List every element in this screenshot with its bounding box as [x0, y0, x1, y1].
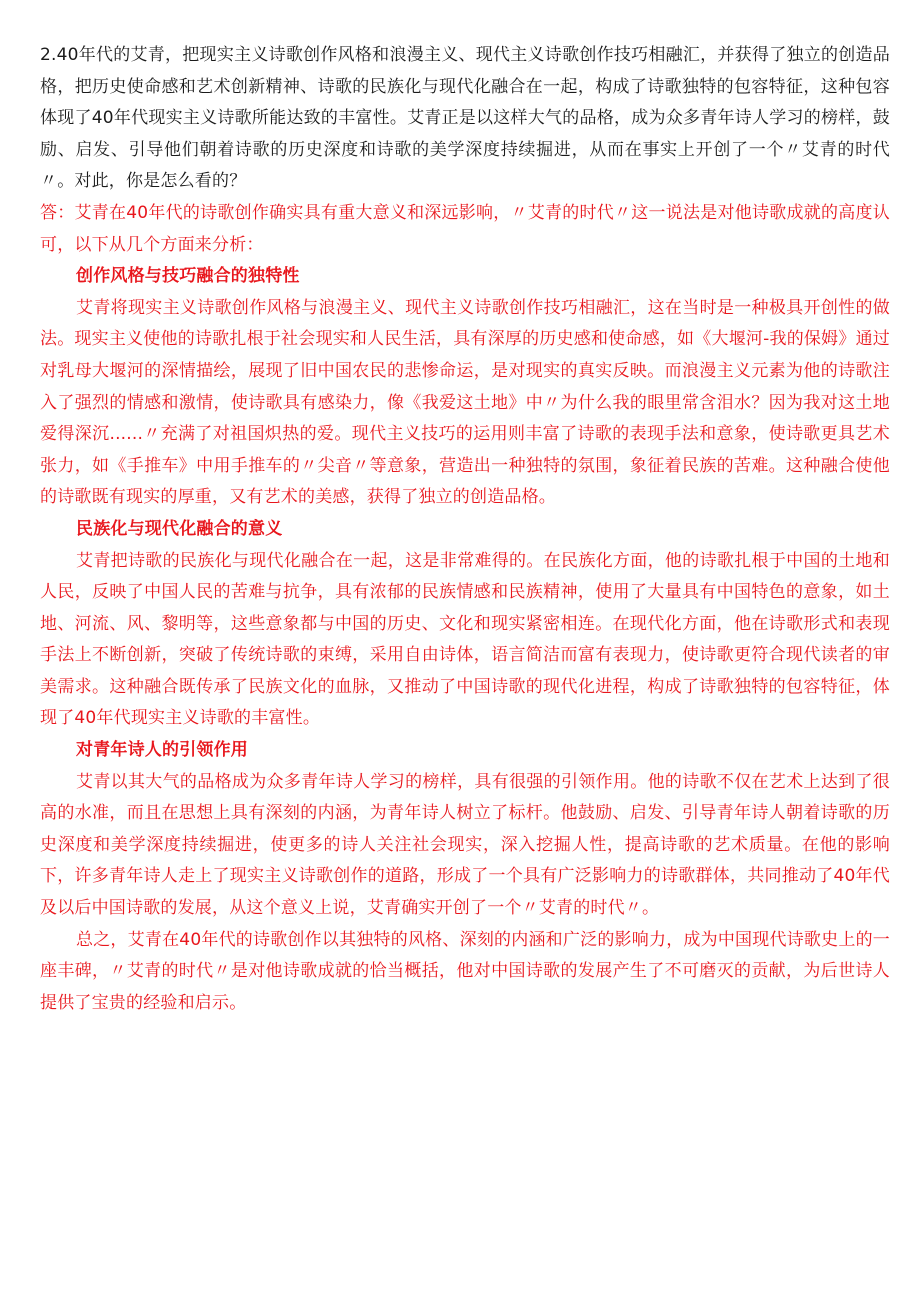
section-heading-nationalization: 民族化与现代化融合的意义 [76, 518, 283, 539]
answer-intro: 答：艾青在40年代的诗歌创作确实具有重大意义和深远影响，〃艾青的时代〃这一说法是对他诗歌成就的高度认可，以下从几个方面来分析： [40, 202, 890, 255]
section-heading-leadership: 对青年诗人的引领作用 [76, 740, 248, 761]
document-page [40, 40, 890, 1019]
conclusion-paragraph: 总之，艾青在40年代的诗歌创作以其独特的风格、深刻的内涵和广泛的影响力，成为中国现代诗歌史上的一座丰碑，〃艾青的时代〃是对他诗歌成就的恰当概括，他对中国诗歌的发展产生了不可磨灭的贡献，为后世诗人提供了宝贵的经验和启示。 [40, 929, 890, 1013]
section-body-nationalization: 艾青把诗歌的民族化与现代化融合在一起，这是非常难得的。在民族化方面，他的诗歌扎根于中国的土地和人民，反映了中国人民的苦难与抗争，具有浓郁的民族情感和民族精神，使用了大量具有中国特色的意象，如土地、河流、风、黎明等，这些意象都与中国的历史、文化和现实紧密相连。在现代化方面，他在诗歌形式和表现手法上不断创新，突破了传统诗歌的束缚，采用自由诗体，语言简洁而富有表现力，使诗歌更符合现代读者的审美需求。这种融合既传承了民族文化的血脉，又推动了中国诗歌的现代化进程，构成了诗歌独特的包容特征，体现了40年代现实主义诗歌的丰富性。 [40, 550, 890, 729]
section-heading-style-fusion: 创作风格与技巧融合的独特性 [76, 266, 300, 287]
answer-block [40, 198, 890, 1019]
section-body-leadership: 艾青以其大气的品格成为众多青年诗人学习的榜样，具有很强的引领作用。他的诗歌不仅在艺术上达到了很高的水准，而且在思想上具有深刻的内涵，为青年诗人树立了标杆。他鼓励、启发、引导青年诗人朝着诗歌的历史深度和美学深度持续掘进，使更多的诗人关注社会现实，深入挖掘人性，提高诗歌的艺术质量。在他的影响下，许多青年诗人走上了现实主义诗歌创作的道路，形成了一个具有广泛影响力的诗歌群体，共同推动了40年代及以后中国诗歌的发展，从这个意义上说，艾青确实开创了一个〃艾青的时代〃。 [40, 771, 890, 919]
section-body-style-fusion: 艾青将现实主义诗歌创作风格与浪漫主义、现代主义诗歌创作技巧相融汇，这在当时是一种极具开创性的做法。现实主义使他的诗歌扎根于社会现实和人民生活，具有深厚的历史感和使命感，如《大堰河-我的保姆》通过对乳母大堰河的深情描绘，展现了旧中国农民的悲惨命运，是对现实的真实反映。而浪漫主义元素为他的诗歌注入了强烈的情感和激情，使诗歌具有感染力，像《我爱这土地》中〃为什么我的眼里常含泪水？因为我对这土地爱得深沉......〃充满了对祖国炽热的爱。现代主义技巧的运用则丰富了诗歌的表现手法和意象，使诗歌更具艺术张力，如《手推车》中用手推车的〃尖音〃等意象，营造出一种独特的氛围，象征着民族的苦难。这种融合使他的诗歌既有现实的厚重，又有艺术的美感，获得了独立的创造品格。 [40, 297, 890, 508]
question-text: 2.40年代的艾青，把现实主义诗歌创作风格和浪漫主义、现代主义诗歌创作技巧相融汇，并获得了独立的创造品格，把历史使命感和艺术创新精神、诗歌的民族化与现代化融合在一起，构成了诗歌独特的包容特征，这种包容体现了40年代现实主义诗歌所能达致的丰富性。艾青正是以这样大气的品格，成为众多青年诗人学习的榜样，鼓励、启发、引导他们朝着诗歌的历史深度和诗歌的美学深度持续掘进，从而在事实上开创了一个〃艾青的时代〃。对此，你是怎么看的？ [40, 45, 890, 192]
